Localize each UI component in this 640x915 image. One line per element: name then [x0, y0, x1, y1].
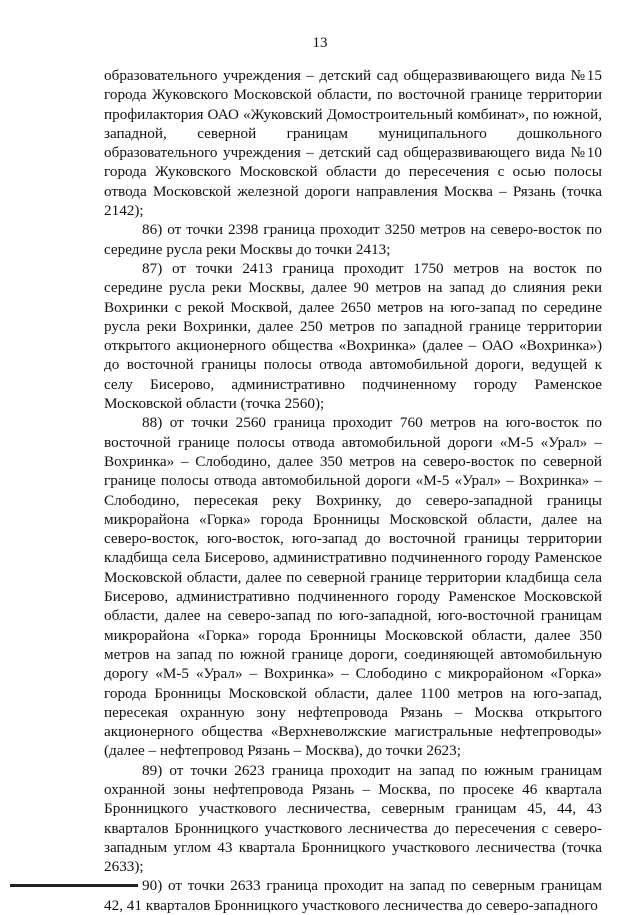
page-number: 13	[312, 35, 328, 51]
paragraph-item-87: 87) от точки 2413 граница проходит 1750 метров на восток по середине русла реки Москвы, далее 90 метров на запад до слияния реки Вохринки с рекой Москвой, далее 2650 метров на юго-запад по середине русла реки Вохринки, далее 250 метров по западной границе территории открытого акционерного общества «Вохринка» (далее – ОАО «Вохринка») до восточной границы полосы отвода автомобильной дороги, ведущей к селу Бисерово, административно подчиненному городу Раменское Московской области (точка 2560);	[104, 259, 602, 413]
paragraph-continuation: образовательного учреждения – детский сад общеразвивающего вида №15 города Жуковского Московской области, по восточной границе территории профилактория ОАО «Жуковский Домостроительный комбинат», по южной, западной, северной границам муниципального дошкольного образовательного учреждения – детский сад общеразвивающего вида №10 города Жуковского Московской области до пересечения с осью полосы отвода Московской железной дороги направления Москва – Рязань (точка 2142);	[104, 67, 602, 220]
scan-edge-line	[10, 884, 138, 887]
paragraph-item-86: 86) от точки 2398 граница проходит 3250 метров на северо-восток по середине русла реки Москвы до точки 2413;	[104, 221, 602, 258]
paragraph-item-88: 88) от точки 2560 граница проходит 760 метров на юго-восток по восточной границе полосы отвода автомобильной дороги «М-5 «Урал» – Вохринка» – Слободино, далее 350 метров на северо-восток по северной границе полосы отвода автомобильной дороги «М-5 «Урал» – Вохринка» – Слободино, пересекая реку Вохринку, до северо-западной границы микрорайона «Горка» города Бронницы Московской области, далее на северо-восток, юго-восток, юго-запад до восточной границы территории кладбища села Бисерово, административно подчиненного городу Раменское Московской области, далее по северной границе территории кладбища села Бисерово, административно подчиненного городу Раменское Московской области, далее на северо-запад по юго-западной, юго-восточной границам микрорайона «Горка» города Бронницы Московской области, далее 350 метров на запад по южной границе дороги, соединяющей автомобильную дорогу «М-5 «Урал» – Вохринка» – Слободино с микрорайоном «Горка» города Бронницы Московской области, далее 1100 метров на юго-запад, пересекая охранную зону нефтепровода Рязань – Москва открытого акционерного общества «Верхневолжские магистральные нефтепроводы» (далее – нефтепровод Рязань – Москва), до точки 2623;	[104, 414, 602, 760]
paragraph-item-89: 89) от точки 2623 граница проходит на запад по южным границам охранной зоны нефтепровода Рязань – Москва, по просеке 46 квартала Бронницкого участкового лесничества, северным границам 45, 44, 43 кварталов Бронницкого участкового лесничества до пересечения с северо-западным углом 43 квартала Бронницкого участкового лесничества (точка 2633);	[104, 761, 602, 876]
document-body	[104, 66, 602, 915]
paragraph-item-90: 90) от точки 2633 граница проходит на запад по северным границам 42, 41 кварталов Бронницкого участкового лесничества до северо-западного	[104, 877, 602, 914]
